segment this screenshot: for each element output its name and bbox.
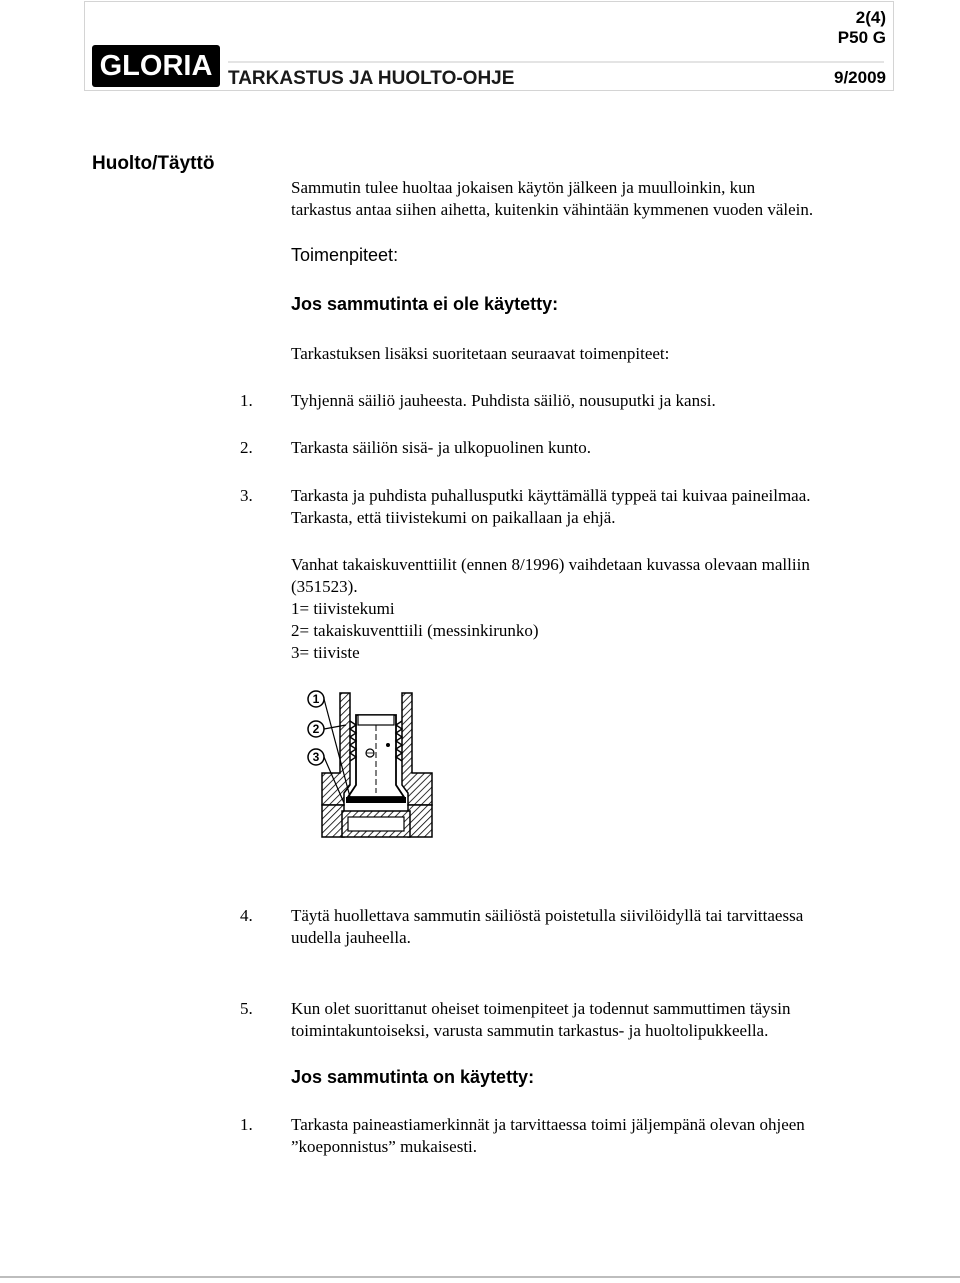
- intro-line-1: Sammutin tulee huoltaa jokaisen käytön jälkeen ja muulloinkin, kun: [291, 178, 756, 197]
- step-text-continued: toimintakuntoiseksi, varusta sammutin tarkastus- ja huoltolipukkeella.: [291, 1021, 769, 1040]
- step-text: Täytä huollettava sammutin säiliöstä poistetulla siivilöidyllä tai tarvittaessa: [291, 906, 804, 925]
- model-name: P50 G: [837, 28, 886, 47]
- unused-heading: Jos sammutinta ei ole käytetty:: [291, 294, 559, 314]
- callout-label: 3: [312, 750, 320, 764]
- measures-colon: :: [393, 245, 399, 265]
- legend-item: 1= tiivistekumi: [291, 599, 395, 618]
- step-number: 4.: [240, 906, 253, 925]
- check-valve-diagram: [300, 685, 440, 845]
- step-number: 1.: [240, 1115, 253, 1134]
- unused-intro: Tarkastuksen lisäksi suoritetaan seuraavat toimenpiteet:: [291, 344, 670, 363]
- page-number: 2(4): [855, 8, 886, 27]
- valve-note: Vanhat takaiskuventtiilit (ennen 8/1996) vaihdetaan kuvassa olevaan malliin: [291, 555, 810, 574]
- step-text-continued: Tarkasta, että tiivistekumi on paikallaan ja ehjä.: [291, 508, 616, 527]
- legend-item: 2= takaiskuventtiili (messinkirunko): [291, 621, 539, 640]
- legend-item: 3= tiiviste: [291, 643, 360, 662]
- intro-line-2: tarkastus antaa siihen aihetta, kuitenkin vähintään kymmenen vuoden välein.: [291, 200, 814, 219]
- section-title: Huolto/Täyttö: [92, 153, 215, 174]
- step-text-continued: uudella jauheella.: [291, 928, 411, 947]
- callout-label: 1: [312, 692, 320, 706]
- step-text-continued: ”koeponnistus” mukaisesti.: [291, 1137, 478, 1156]
- footer-divider: [0, 1276, 960, 1278]
- step-number: 1.: [240, 391, 253, 410]
- step-text: Tyhjennä säiliö jauheesta. Puhdista säiliö, nousuputki ja kansi.: [291, 391, 716, 410]
- step-number: 5.: [240, 999, 253, 1018]
- gloria-logo: GLORIA: [92, 45, 220, 87]
- step-text: Tarkasta säiliön sisä- ja ulkopuolinen kunto.: [291, 438, 592, 457]
- valve-note-continued: (351523).: [291, 577, 358, 596]
- step-number: 2.: [240, 438, 253, 457]
- callout-label: 2: [312, 722, 320, 736]
- step-text: Tarkasta ja puhdista puhallusputki käyttämällä typpeä tai kuivaa paineilmaa.: [291, 486, 811, 505]
- step-text: Kun olet suorittanut oheiset toimenpiteet ja todennut sammuttimen täysin: [291, 999, 791, 1018]
- step-number: 3.: [240, 486, 253, 505]
- measures-label: Toimenpiteet: [291, 245, 394, 265]
- measures-heading: [291, 245, 398, 266]
- document-date: 9/2009: [834, 68, 886, 87]
- step-text: Tarkasta paineastiamerkinnät ja tarvittaessa toimi jäljempänä olevan ohjeen: [291, 1115, 805, 1134]
- header-divider: [228, 61, 884, 63]
- document-title: TARKASTUS JA HUOLTO-OHJE: [228, 68, 515, 89]
- used-heading: Jos sammutinta on käytetty:: [291, 1067, 535, 1087]
